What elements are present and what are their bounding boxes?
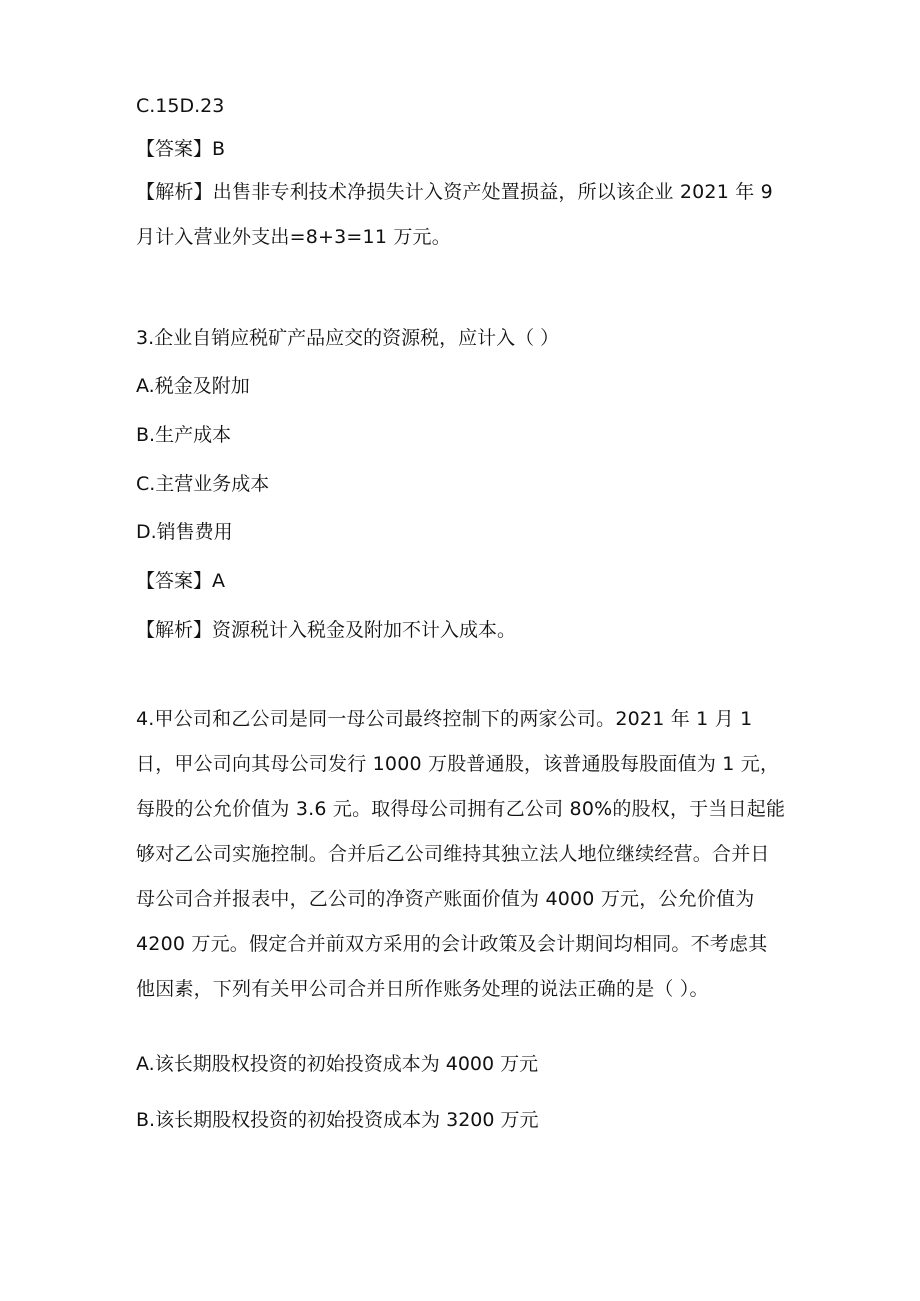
q3-option-a: A.税金及附加	[136, 375, 250, 397]
q4-question: 4.甲公司和乙公司是同一母公司最终控制下的两家公司。2021 年 1 月 1 日，甲公司向其母公司发行 1000 万股普通股，该普通股每股面值为 1 元，每股的公允价值为 3.6 元。取得母公司拥有乙公司 80%的股权，于当日起能够对乙公司实施控制。合并后乙公司维持其独立法人地位继续经营。合并日母公司合并报表中，乙公司的净资产账面价值为 4000 万元，公允价值为 4200 万元。假定合并前双方采用的会计政策及会计期间均相同。不考虑其他因素，下列有关甲公司合并日所作账务处理的说法正确的是（ ）。	[136, 708, 786, 1000]
q4-option-b: B.该长期股权投资的初始投资成本为 3200 万元	[136, 1109, 539, 1131]
q3-analysis: 【解析】资源税计入税金及附加不计入成本。	[136, 619, 517, 641]
q3-answer: 【答案】A	[136, 570, 225, 592]
q3-option-d: D.销售费用	[136, 521, 233, 543]
q3-option-c: C.主营业务成本	[136, 473, 270, 495]
q2-option-cd: C.15D.23	[136, 95, 225, 117]
q4-option-a: A.该长期股权投资的初始投资成本为 4000 万元	[136, 1053, 539, 1075]
q3-option-b: B.生产成本	[136, 424, 232, 446]
q2-answer: 【答案】B	[136, 138, 226, 160]
q3-question: 3.企业自销应税矿产品应交的资源税，应计入（ ）	[136, 327, 560, 349]
q2-analysis: 【解析】出售非专利技术净损失计入资产处置损益，所以该企业 2021 年 9 月计入营业外支出=8+3=11 万元。	[136, 181, 773, 248]
